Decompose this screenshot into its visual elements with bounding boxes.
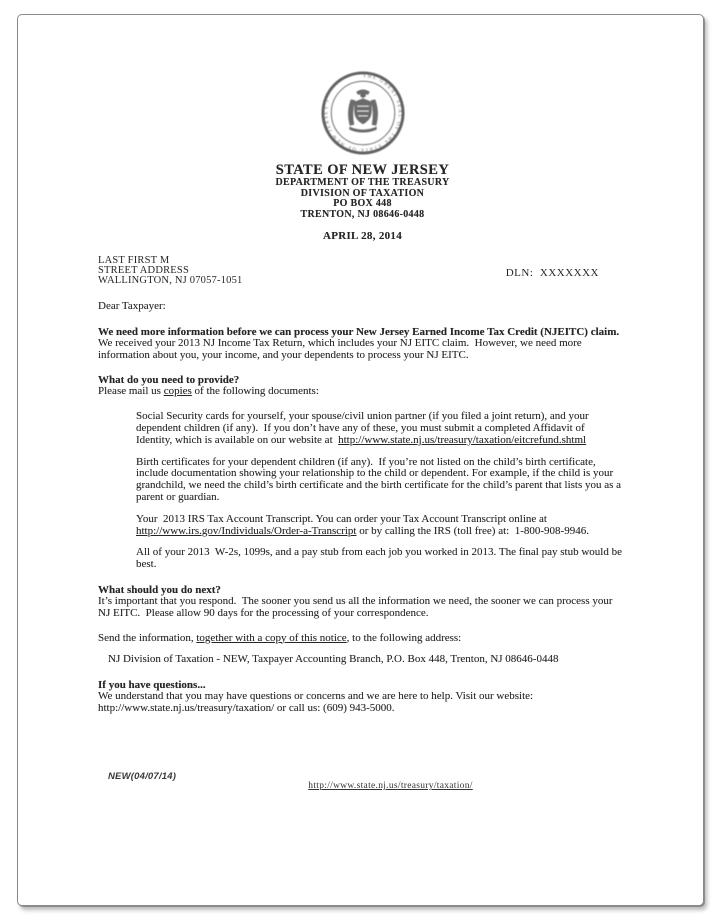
mailing-address: NJ Division of Taxation - NEW, Taxpayer Accounting Branch, P.O. Box 448, Trenton, NJ 08646-0448: [108, 653, 559, 666]
letterhead-line: PO BOX 448: [333, 198, 392, 209]
document-link: http://www.state.nj.us/treasury/taxation/eitcrefund.shtml: [338, 433, 587, 446]
provide-intro-underlined: copies: [163, 385, 192, 398]
next-paragraph: It’s important that you respond. The sooner you send us all the information we need, the sooner we can process your NJ EITC. Please allow 90 days for the processing of your correspondence.: [98, 594, 616, 619]
recipient-line: WALLINGTON, NJ 07057-1051: [98, 275, 243, 286]
letter-page: [17, 14, 704, 906]
questions-line2: http://www.state.nj.us/treasury/taxation/ or call us: (609) 943-5000.: [98, 701, 395, 714]
document-text: or by calling the IRS (toll free) at: 1-800-908-9946.: [356, 524, 589, 537]
send-instruction: [98, 633, 627, 645]
salutation: Dear Taxpayer:: [98, 300, 166, 312]
letterhead-line: DIVISION OF TAXATION: [300, 187, 425, 199]
document-item: [136, 457, 623, 504]
provide-intro-post: of the following documents:: [191, 385, 319, 398]
section-heading-questions: If you have questions...: [98, 679, 206, 692]
seal-ring-text: THE GREAT SEAL OF THE STATE OF NEW JERSEY •: [323, 74, 402, 152]
document-text: Birth certificates for your dependent children (if any). If you’re not listed on the child’s birth certificate, include documentation showing your relationship to the child or dependent. For example, if the child is your grandchild, we need the child’s birth certificate and the birth certificate for the child’s parent that lists you as a parent or guardian.: [136, 455, 624, 503]
letterhead: [98, 71, 627, 220]
section-heading-provide: What do you need to provide?: [98, 374, 240, 387]
send-underlined: together with a copy of this notice: [196, 631, 347, 644]
footer-url: http://www.state.nj.us/treasury/taxation/: [308, 781, 473, 791]
section-heading-need-info: We need more information before we can process your New Jersey Earned Income Tax Credit (NJEITC) claim.: [98, 325, 620, 338]
letter-date: APRIL 28, 2014: [322, 230, 403, 242]
dln-value: DLN: XXXXXXX: [505, 267, 599, 279]
document-text: Your 2013 IRS Tax Account Transcript. You can order your Tax Account Transcript online at: [136, 512, 550, 525]
provide-intro-pre: Please mail us: [98, 385, 164, 398]
send-pre: Send the information,: [98, 631, 197, 644]
questions-line1: We understand that you may have questions or concerns and we are here to help. Visit our website:: [98, 690, 534, 703]
need-info-paragraph: We received your 2013 NJ Income Tax Return, which includes your NJ EITC claim. However, we need more information about you, your income, and your dependents to process your NJ EITC.: [98, 336, 585, 361]
recipient-line: STREET ADDRESS: [98, 265, 189, 276]
document-item: [136, 411, 623, 446]
section-heading-next: What should you do next?: [98, 583, 221, 596]
provide-intro: [98, 386, 627, 398]
document-item: [136, 547, 623, 571]
document-item: [136, 514, 623, 538]
document-link: http://www.irs.gov/Individuals/Order-a-Transcript: [136, 524, 357, 537]
recipient-line: LAST FIRST M: [98, 255, 170, 266]
send-post: , to the following address:: [346, 631, 462, 644]
nj-state-seal-icon: [321, 71, 405, 155]
letterhead-state-name: STATE OF NEW JERSEY: [275, 162, 450, 178]
footer-form-code: NEW(04/07/14): [108, 771, 177, 782]
letterhead-line: TRENTON, NJ 08646-0448: [300, 208, 425, 220]
document-text: All of your 2013 W-2s, 1099s, and a pay stub from each job you worked in 2013. The final pay stub would be best.: [136, 546, 625, 571]
letterhead-line: DEPARTMENT OF THE TREASURY: [275, 177, 450, 188]
document-text: Social Security cards for yourself, your spouse/civil union partner (if you filed a joint return), and your dependent children (if any). If you don’t have any of these, you must submit a completed Affidavit of Identity, which is available on our website at: [136, 410, 592, 446]
